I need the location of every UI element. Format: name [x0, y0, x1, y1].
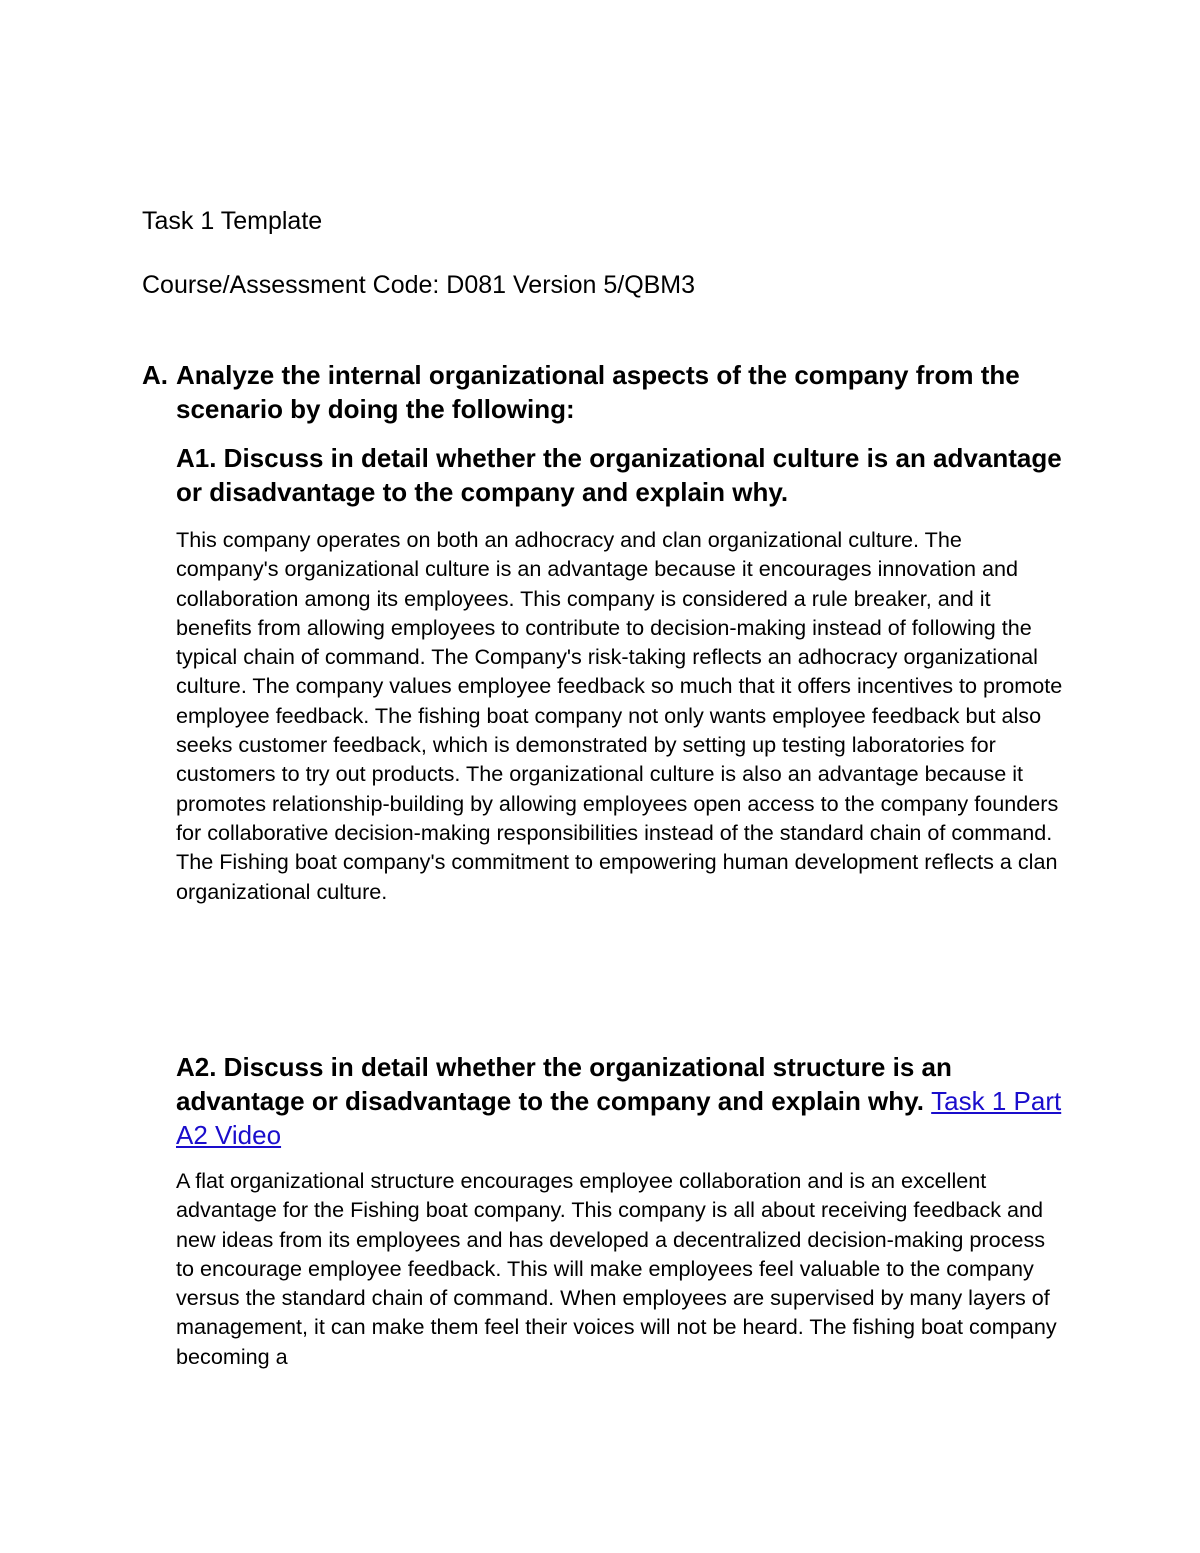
section-a-marker: A.: [142, 360, 168, 390]
course-assessment-code: Course/Assessment Code: D081 Version 5/QBM3: [142, 271, 696, 299]
section-a-heading-text: Analyze the internal organizational aspects of the company from the scenario by doing the following:: [176, 360, 1020, 424]
section-a-heading: [142, 358, 1042, 426]
task1-part-a2-video-link[interactable]: Task 1 Part A2 Video: [176, 1086, 1062, 1150]
a2-heading: [176, 1050, 1066, 1152]
a1-heading: A1. Discuss in detail whether the organizational culture is an advantage or disadvantage to the company and explain why.: [176, 443, 1062, 507]
document-title: Task 1 Template: [142, 207, 323, 235]
a2-body-paragraph: A flat organizational structure encourages employee collaboration and is an excellent advantage for the Fishing boat company. This company is all about receiving feedback and new ideas from its employees and has developed a decentralized decision-making process to encourage employee feedback. This will make employees feel valuable to the company versus the standard chain of command. When employees are supervised by many layers of management, it can make them feel their voices will not be heard. The fishing boat company becoming a: [176, 1168, 1057, 1369]
a2-heading-text: A2. Discuss in detail whether the organizational structure is an advantage or disadvantage to the company and explain why.: [176, 1052, 952, 1116]
a1-body-paragraph: This company operates on both an adhocracy and clan organizational culture. The company's organizational culture is an advantage because it encourages innovation and collaboration among its employees. This company is considered a rule breaker, and it benefits from allowing employees to contribute to decision-making instead of following the typical chain of command. The Company's risk-taking reflects an adhocracy organizational culture. The company values employee feedback so much that it offers incentives to promote employee feedback. The fishing boat company not only wants employee feedback but also seeks customer feedback, which is demonstrated by setting up testing laboratories for customers to try out products. The organizational culture is also an advantage because it promotes relationship-building by allowing employees open access to the company founders for collaborative decision-making responsibilities instead of the standard chain of command. The Fishing boat company's commitment to empowering human development reflects a clan organizational culture.: [176, 527, 1063, 904]
